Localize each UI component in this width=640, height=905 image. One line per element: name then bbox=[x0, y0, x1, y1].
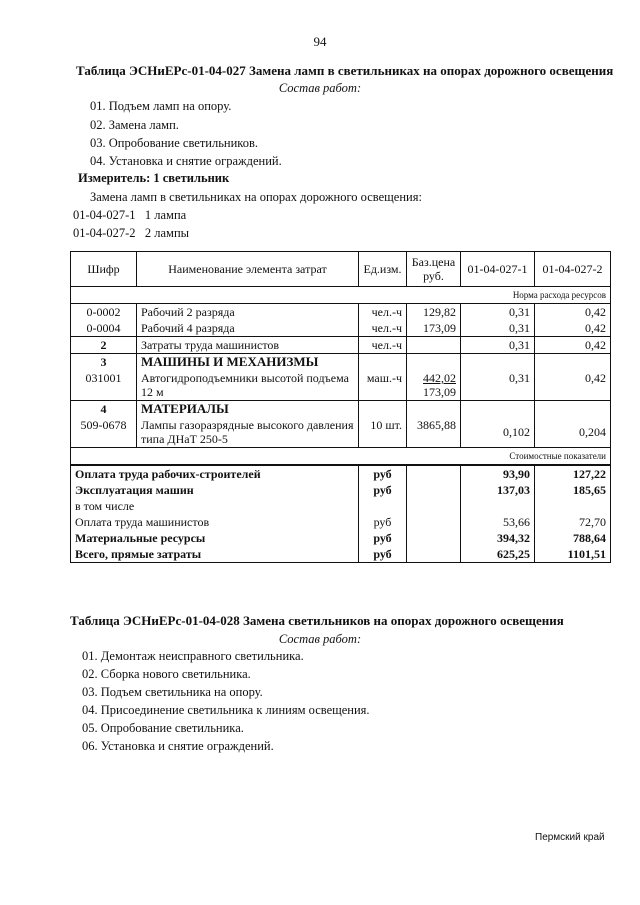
cell-v2: 0,42 bbox=[535, 370, 611, 401]
cost-unit: руб bbox=[359, 530, 407, 546]
cell-price: 3865,88 bbox=[407, 417, 461, 448]
cost-label-row bbox=[71, 448, 611, 466]
cost-v1: 394,32 bbox=[461, 530, 535, 546]
work-item: 05. Опробование светильника. bbox=[82, 721, 244, 735]
cost-row bbox=[71, 465, 611, 482]
cell-name: Автогидроподъемники высотой подъема 12 м bbox=[137, 370, 359, 401]
table1-title: Таблица ЭСНиЕРс-01-04-027 Замена ламп в светильниках на опорах дорожного освещения bbox=[76, 63, 614, 78]
work-item: 06. Установка и снятие ограждений. bbox=[82, 739, 274, 753]
header-name: Наименование элемента затрат bbox=[137, 252, 359, 287]
cell-price: 173,09 bbox=[407, 320, 461, 337]
cell-price bbox=[407, 337, 461, 354]
empty-cell bbox=[407, 482, 461, 498]
cost-name: Эксплуатация машин bbox=[71, 482, 359, 498]
cost-label: Стоимостные показатели bbox=[71, 448, 611, 466]
section-code: 3 bbox=[71, 354, 137, 371]
variant-code: 01-04-027-2 bbox=[73, 226, 136, 240]
empty-cell bbox=[461, 401, 535, 418]
measure-label: Измеритель: 1 светильник bbox=[78, 171, 230, 185]
cell-price bbox=[407, 370, 461, 401]
cell-unit: 10 шт. bbox=[359, 417, 407, 448]
cell-unit: чел.-ч bbox=[359, 304, 407, 321]
table-row bbox=[71, 337, 611, 354]
cell-unit: чел.-ч bbox=[359, 320, 407, 337]
cost-v2: 185,65 bbox=[535, 482, 611, 498]
empty-cell bbox=[461, 498, 535, 514]
table-row bbox=[71, 320, 611, 337]
variant-code: 01-04-027-1 bbox=[73, 208, 136, 222]
cell-name: Рабочий 4 разряда bbox=[137, 320, 359, 337]
variant-line bbox=[73, 226, 189, 241]
work-item: 03. Подъем светильника на опору. bbox=[82, 685, 263, 699]
section-row bbox=[71, 354, 611, 371]
work-item: 02. Замена ламп. bbox=[90, 118, 179, 132]
cost-v2: 127,22 bbox=[535, 465, 611, 482]
cell-v1: 0,31 bbox=[461, 320, 535, 337]
cell-code: 509-0678 bbox=[71, 417, 137, 448]
cell-v2: 0,42 bbox=[535, 337, 611, 354]
cost-unit: руб bbox=[359, 514, 407, 530]
empty-cell bbox=[407, 354, 461, 371]
cell-price: 129,82 bbox=[407, 304, 461, 321]
empty-cell bbox=[359, 354, 407, 371]
section-title: МАТЕРИАЛЫ bbox=[137, 401, 359, 418]
cell-v2: 0,204 bbox=[535, 417, 611, 448]
table1-works-heading: Состав работ: bbox=[278, 81, 362, 95]
table-row bbox=[71, 370, 611, 401]
price-value-2: 173,09 bbox=[423, 385, 456, 399]
cell-v1: 0,102 bbox=[461, 417, 535, 448]
cost-name: Всего, прямые затраты bbox=[71, 546, 359, 563]
cost-v2: 1101,51 bbox=[535, 546, 611, 563]
work-item: 04. Присоединение светильника к линиям освещения. bbox=[82, 703, 370, 717]
table-header-row bbox=[71, 252, 611, 287]
cost-name: в том числе bbox=[71, 498, 359, 514]
header-code: Шифр bbox=[71, 252, 137, 287]
cell-v1: 0,31 bbox=[461, 304, 535, 321]
cost-v2: 788,64 bbox=[535, 530, 611, 546]
cost-v1: 53,66 bbox=[461, 514, 535, 530]
cost-row bbox=[71, 482, 611, 498]
cost-row bbox=[71, 530, 611, 546]
empty-cell bbox=[535, 354, 611, 371]
cell-name: Лампы газоразрядные высокого давления типа ДНаТ 250-5 bbox=[137, 417, 359, 448]
cell-v1: 0,31 bbox=[461, 337, 535, 354]
cell-code: 2 bbox=[71, 337, 137, 354]
empty-cell bbox=[407, 498, 461, 514]
page-number: 94 bbox=[313, 34, 327, 49]
cell-v1: 0,31 bbox=[461, 370, 535, 401]
cost-row bbox=[71, 498, 611, 514]
header-col2: 01-04-027-2 bbox=[535, 252, 611, 287]
cell-v2: 0,42 bbox=[535, 320, 611, 337]
cost-unit: руб bbox=[359, 546, 407, 563]
cell-name: Рабочий 2 разряда bbox=[137, 304, 359, 321]
empty-cell bbox=[359, 498, 407, 514]
empty-cell bbox=[407, 465, 461, 482]
work-item: 03. Опробование светильников. bbox=[90, 136, 259, 150]
footer-region: Пермский край bbox=[535, 832, 605, 843]
empty-cell bbox=[407, 514, 461, 530]
cell-unit: маш.-ч bbox=[359, 370, 407, 401]
work-item: 04. Установка и снятие ограждений. bbox=[90, 154, 282, 168]
empty-cell bbox=[407, 401, 461, 418]
cell-code: 0-0004 bbox=[71, 320, 137, 337]
variant-desc: 2 лампы bbox=[144, 226, 190, 240]
norms-table bbox=[70, 251, 611, 563]
cost-name: Оплата труда рабочих-строителей bbox=[71, 465, 359, 482]
price-value: 442,02 bbox=[423, 371, 456, 385]
table2-works-heading: Состав работ: bbox=[278, 632, 362, 646]
cost-v2: 72,70 bbox=[535, 514, 611, 530]
cost-name: Оплата труда машинистов bbox=[71, 514, 359, 530]
cost-v1: 625,25 bbox=[461, 546, 535, 563]
empty-cell bbox=[535, 498, 611, 514]
cell-unit: чел.-ч bbox=[359, 337, 407, 354]
cell-code: 031001 bbox=[71, 370, 137, 401]
cell-v2: 0,42 bbox=[535, 304, 611, 321]
work-item: 02. Сборка нового светильника. bbox=[82, 667, 251, 681]
cost-row bbox=[71, 514, 611, 530]
empty-cell bbox=[535, 401, 611, 418]
header-price: Баз.цена руб. bbox=[407, 252, 461, 287]
norm-label: Норма расхода ресурсов bbox=[71, 287, 611, 304]
work-item: 01. Подъем ламп на опору. bbox=[90, 99, 232, 113]
variant-line bbox=[73, 208, 186, 223]
empty-cell bbox=[359, 401, 407, 418]
cost-v1: 93,90 bbox=[461, 465, 535, 482]
section-title: МАШИНЫ И МЕХАНИЗМЫ bbox=[137, 354, 359, 371]
cost-unit: руб bbox=[359, 482, 407, 498]
cost-v1: 137,03 bbox=[461, 482, 535, 498]
header-col1: 01-04-027-1 bbox=[461, 252, 535, 287]
norm-label-row bbox=[71, 287, 611, 304]
empty-cell bbox=[461, 354, 535, 371]
section-code: 4 bbox=[71, 401, 137, 418]
table-row bbox=[71, 417, 611, 448]
empty-cell bbox=[407, 530, 461, 546]
cell-code: 0-0002 bbox=[71, 304, 137, 321]
cost-unit: руб bbox=[359, 465, 407, 482]
table-row bbox=[71, 304, 611, 321]
section-row bbox=[71, 401, 611, 418]
variant-desc: 1 лампа bbox=[144, 208, 187, 222]
cost-name: Материальные ресурсы bbox=[71, 530, 359, 546]
measure-text: Замена ламп в светильниках на опорах дорожного освещения: bbox=[90, 190, 422, 204]
header-unit: Ед.изм. bbox=[359, 252, 407, 287]
empty-cell bbox=[407, 546, 461, 563]
table2-title: Таблица ЭСНиЕРс-01-04-028 Замена светильников на опорах дорожного освещения bbox=[70, 613, 564, 628]
work-item: 01. Демонтаж неисправного светильника. bbox=[82, 649, 304, 663]
cost-row bbox=[71, 546, 611, 563]
cell-name: Затраты труда машинистов bbox=[137, 337, 359, 354]
